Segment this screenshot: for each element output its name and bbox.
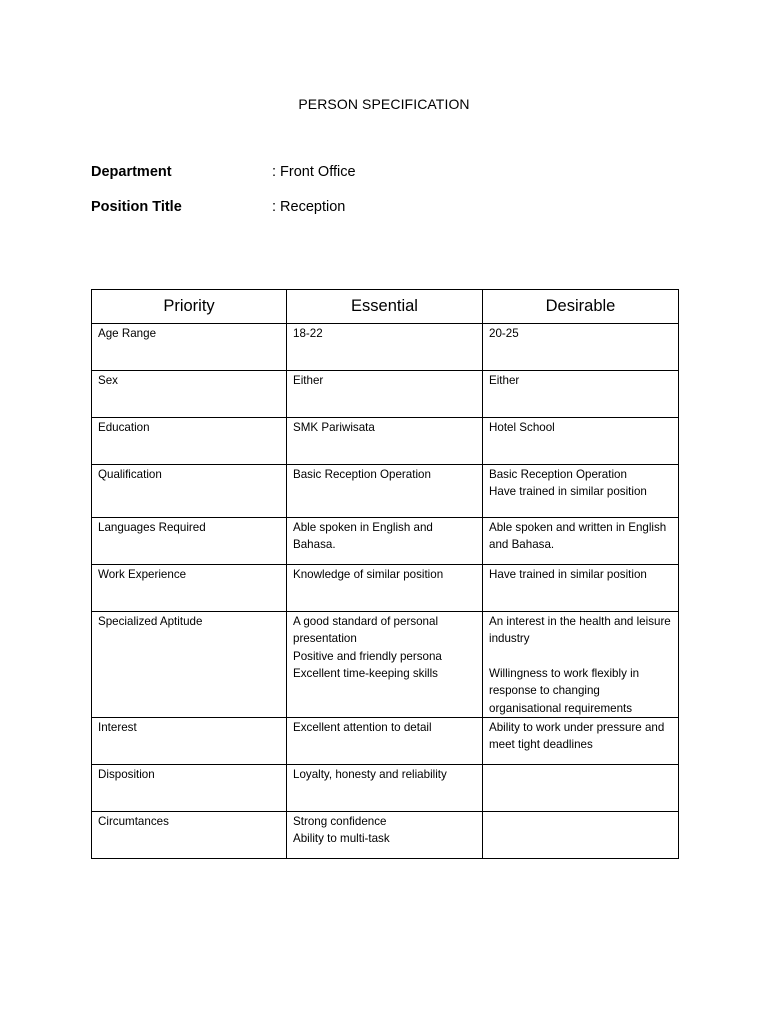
priority-text: Circumtances xyxy=(98,815,169,829)
priority-cell xyxy=(92,371,287,418)
desirable-header: Desirable xyxy=(483,290,679,324)
priority-text: Education xyxy=(98,421,150,434)
desirable-cell xyxy=(483,812,679,859)
essential-text: Positive and friendly persona xyxy=(293,649,442,663)
table-row xyxy=(92,565,679,612)
priority-header: Priority xyxy=(92,290,287,324)
desirable-cell xyxy=(483,565,679,612)
person-spec-table xyxy=(91,289,679,859)
desirable-text: Hotel School xyxy=(489,421,555,434)
table-row xyxy=(92,518,679,565)
desirable-text: Either xyxy=(489,374,520,387)
table-row xyxy=(92,371,679,418)
essential-text: Ability to multi-task xyxy=(293,832,390,846)
priority-cell xyxy=(92,518,287,565)
position-label: Position Title xyxy=(91,199,182,215)
table-row xyxy=(92,718,679,765)
position-row xyxy=(91,199,345,215)
essential-header: Essential xyxy=(287,290,483,324)
priority-text: Work Experience xyxy=(98,568,187,581)
desirable-cell xyxy=(483,324,679,371)
table-row xyxy=(92,812,679,859)
essential-text: Loyalty, honesty and reliability xyxy=(293,768,447,782)
priority-cell xyxy=(92,765,287,812)
table-row xyxy=(92,465,679,518)
essential-text: Either xyxy=(293,374,324,387)
table-header-row xyxy=(92,290,679,324)
priority-text: Languages Required xyxy=(98,521,206,534)
table-row xyxy=(92,612,679,718)
priority-cell xyxy=(92,812,287,859)
essential-cell xyxy=(287,324,483,371)
essential-cell xyxy=(287,765,483,812)
essential-text: Basic Reception Operation xyxy=(293,468,431,481)
table-row xyxy=(92,418,679,465)
table-body xyxy=(92,324,679,859)
desirable-text: Able spoken and written in English and Bahasa. xyxy=(489,521,667,552)
essential-text: Strong confidence xyxy=(293,815,387,829)
desirable-text: Have trained in similar position xyxy=(489,568,647,581)
essential-cell xyxy=(287,612,483,718)
essential-cell xyxy=(287,718,483,765)
priority-text: Disposition xyxy=(98,768,155,782)
essential-text: Excellent time-keeping skills xyxy=(293,667,438,681)
desirable-cell xyxy=(483,418,679,465)
desirable-text: Basic Reception Operation xyxy=(489,468,627,481)
desirable-cell xyxy=(483,518,679,565)
priority-text: Qualification xyxy=(98,468,162,481)
essential-cell xyxy=(287,418,483,465)
essential-text: Excellent attention to detail xyxy=(293,721,432,735)
essential-cell xyxy=(287,371,483,418)
essential-cell xyxy=(287,565,483,612)
table-row xyxy=(92,324,679,371)
essential-text: Able spoken in English and Bahasa. xyxy=(293,521,433,552)
desirable-text: Have trained in similar position xyxy=(489,485,647,499)
department-label: Department xyxy=(91,164,172,180)
essential-text: 18-22 xyxy=(293,327,323,340)
priority-cell xyxy=(92,465,287,518)
desirable-cell xyxy=(483,612,679,718)
department-value: : Front Office xyxy=(272,164,356,180)
desirable-cell xyxy=(483,718,679,765)
priority-text: Age Range xyxy=(98,327,157,340)
essential-text: Knowledge of similar position xyxy=(293,568,444,581)
priority-cell xyxy=(92,718,287,765)
priority-cell xyxy=(92,612,287,718)
desirable-cell xyxy=(483,371,679,418)
essential-text: A good standard of personal presentation xyxy=(293,615,439,646)
cell-spacer xyxy=(489,648,673,665)
desirable-text: Willingness to work flexibly in response to changing organisational requirements xyxy=(489,666,640,715)
desirable-text: An interest in the health and leisure industry xyxy=(489,615,671,646)
page-title: PERSON SPECIFICATION xyxy=(298,96,470,112)
essential-cell xyxy=(287,812,483,859)
desirable-cell xyxy=(483,465,679,518)
position-value: : Reception xyxy=(272,199,346,215)
priority-cell xyxy=(92,418,287,465)
priority-cell xyxy=(92,565,287,612)
desirable-text: 20-25 xyxy=(489,327,519,340)
essential-cell xyxy=(287,465,483,518)
priority-cell xyxy=(92,324,287,371)
priority-text: Specialized Aptitude xyxy=(98,615,203,628)
essential-text: SMK Pariwisata xyxy=(293,421,375,434)
priority-text: Sex xyxy=(98,374,118,387)
essential-cell xyxy=(287,518,483,565)
desirable-cell xyxy=(483,765,679,812)
table-row xyxy=(92,765,679,812)
priority-text: Interest xyxy=(98,721,137,735)
desirable-text: Ability to work under pressure and meet tight deadlines xyxy=(489,721,665,752)
department-row xyxy=(91,164,356,180)
